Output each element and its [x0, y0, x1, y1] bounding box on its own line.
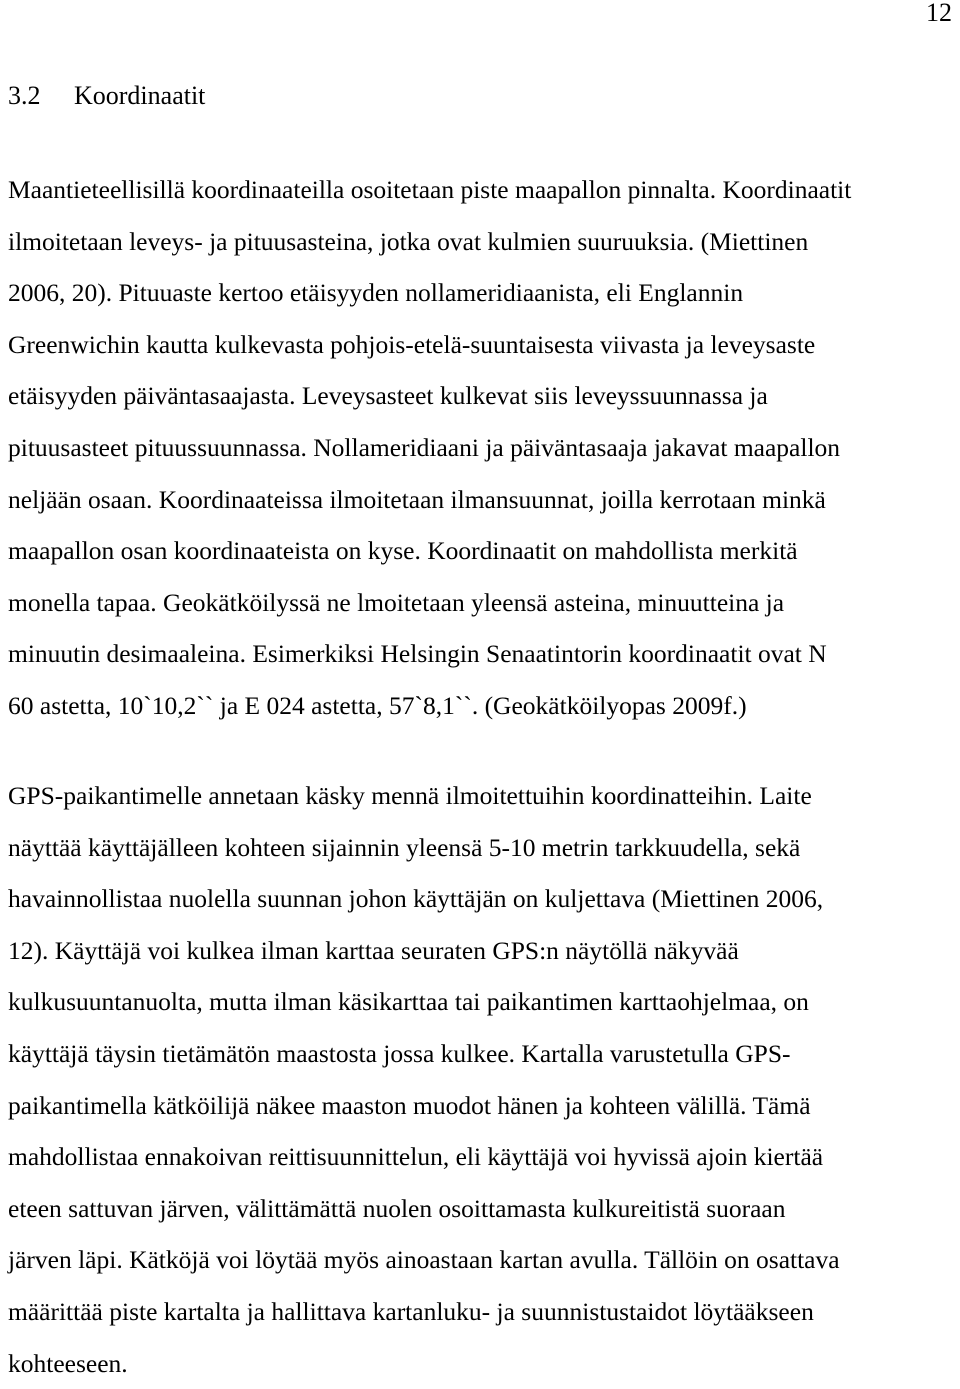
- text-line: eteen sattuvan järven, välittämättä nuolen osoittamasta kulkureitistä suoraan: [8, 1193, 786, 1223]
- paragraph-coordinates: [8, 164, 954, 732]
- paragraph-gps: [8, 770, 954, 1389]
- text-line: Greenwichin kautta kulkevasta pohjois-etelä-suuntaisesta viivasta ja leveysaste: [8, 329, 816, 359]
- text-line: maapallon osan koordinaateista on kyse. Koordinaatit on mahdollista merkitä: [8, 536, 798, 566]
- section-title: Koordinaatit: [74, 81, 206, 110]
- text-line: ilmoitetaan leveys- ja pituusasteina, jotka ovat kulmien suuruuksia. (Miettinen: [8, 226, 809, 256]
- text-line: järven läpi. Kätköjä voi löytää myös ainoastaan kartan avulla. Tällöin on osattava: [8, 1245, 840, 1275]
- text-line: Maantieteellisillä koordinaateilla osoitetaan piste maapallon pinnalta. Koordinaatit: [8, 175, 852, 204]
- text-line: kulkusuuntanuolta, mutta ilman käsikarttaa tai paikantimen karttaohjelmaa, on: [8, 987, 809, 1017]
- text-line: määrittää piste kartalta ja hallittava kartanluku- ja suunnistustaidot löytääkseen: [8, 1296, 814, 1326]
- text-line: pituusasteet pituussuunnassa. Nollameridiaani ja päiväntasaaja jakavat maapallon: [8, 432, 841, 462]
- text-line: näyttää käyttäjälleen kohteen sijainnin yleensä 5-10 metrin tarkkuudella, sekä: [8, 832, 801, 862]
- text-line: paikantimella kätköilijä näkee maaston muodot hänen ja kohteen välillä. Tämä: [8, 1090, 811, 1120]
- text-line: etäisyyden päiväntasaajasta. Leveysasteet kulkevat siis leveyssuunnassa ja: [8, 381, 768, 411]
- text-line: 60 astetta, 10`10,2`` ja E 024 astetta, 57`8,1``. (Geokätköilyopas 2009f.): [8, 690, 747, 720]
- section-heading: [8, 78, 205, 114]
- section-number: 3.2: [8, 81, 41, 110]
- text-line: 12). Käyttäjä voi kulkea ilman karttaa seuraten GPS:n näytöllä näkyvää: [8, 935, 739, 965]
- page-number: 12: [926, 0, 952, 27]
- text-line: 2006, 20). Pituuaste kertoo etäisyyden nollameridiaanista, eli Englannin: [8, 278, 744, 308]
- text-line: neljään osaan. Koordinaateissa ilmoitetaan ilmansuunnat, joilla kerrotaan minkä: [8, 484, 826, 514]
- text-line: mahdollistaa ennakoivan reittisuunnittelun, eli käyttäjä voi hyvissä ajoin kiertää: [8, 1142, 824, 1172]
- text-line: GPS-paikantimelle annetaan käsky mennä ilmoitettuihin koordinatteihin. Laite: [8, 781, 812, 810]
- text-line: monella tapaa. Geokätköilyssä ne lmoitetaan yleensä asteina, minuutteina ja: [8, 587, 785, 617]
- text-line: havainnollistaa nuolella suunnan johon käyttäjän on kuljettava (Miettinen 2006,: [8, 884, 824, 914]
- text-line: käyttäjä täysin tietämätön maastosta jossa kulkee. Kartalla varustetulla GPS-: [8, 1038, 791, 1068]
- text-line: kohteeseen.: [8, 1348, 128, 1378]
- text-line: minuutin desimaaleina. Esimerkiksi Helsingin Senaatintorin koordinaatit ovat N: [8, 639, 827, 669]
